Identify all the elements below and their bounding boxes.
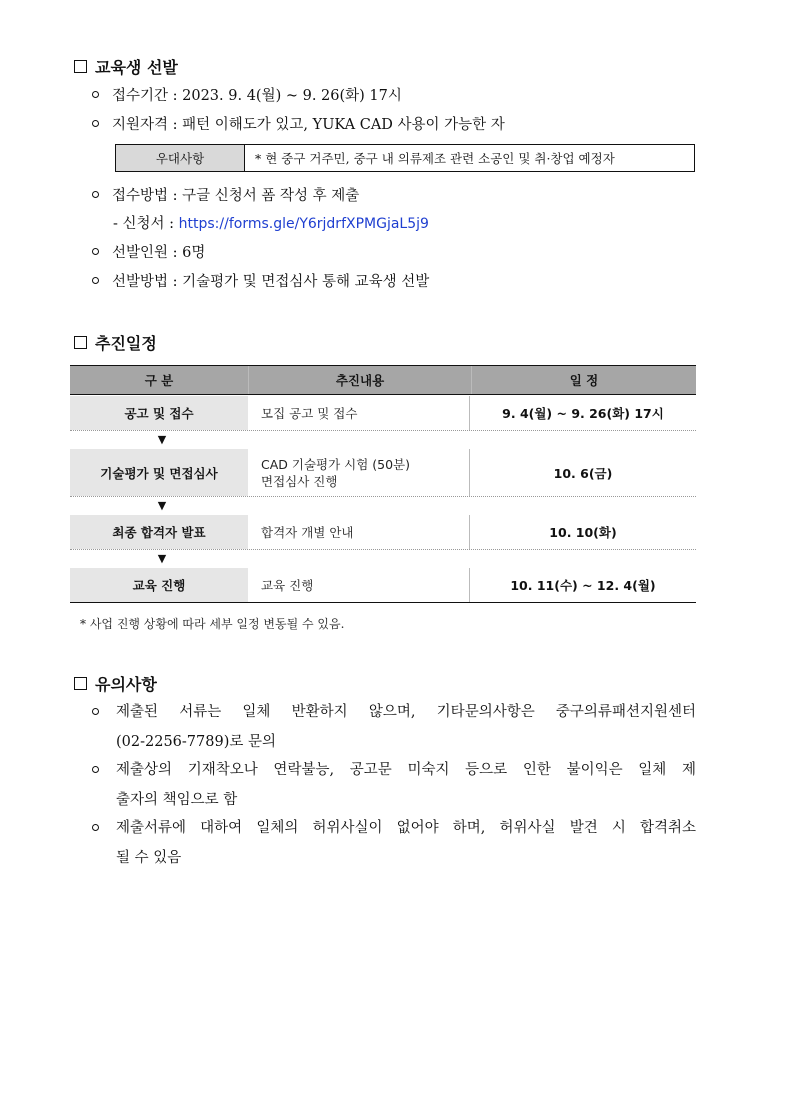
table-row: 공고 및 접수 모집 공고 및 접수 9. 4(월) ~ 9. 26(화) 17시 xyxy=(70,396,696,431)
down-arrow-icon: ▼ xyxy=(157,552,167,565)
notice-item: 제출서류에 대하여 일체의 허위사실이 없어야 하며, 허위사실 발견 시 합격취소 될 수 있음 xyxy=(92,813,696,873)
header-date: 일 정 xyxy=(569,373,599,388)
schedule-header xyxy=(70,365,696,395)
form-item: - 신청서 : https://forms.gle/Y6rjdrfXPMGjaL5j9 xyxy=(113,216,429,232)
table-row: 최종 합격자 발표 합격자 개별 안내 10. 10(화) xyxy=(70,515,696,550)
qualification-item: 지원자격 : 패턴 이해도가 있고, YUKA CAD 사용이 가능한 자 xyxy=(92,113,505,134)
count-item: 선발인원 : 6명 xyxy=(92,241,205,262)
section-title-selection: 교육생 선발 xyxy=(74,55,178,78)
schedule-note: * 사업 진행 상황에 따라 세부 일정 변동될 수 있음. xyxy=(80,617,345,631)
header-content: 추진내용 xyxy=(249,366,472,394)
circle-bullet-icon xyxy=(92,766,99,773)
checkbox-square-icon xyxy=(74,677,87,690)
notice-item: 제출상의 기재착오나 연락불능, 공고문 미숙지 등으로 인한 불이익은 일체 제 출자의 책임으로 함 xyxy=(92,755,696,815)
notice-item: 제출된 서류는 일체 반환하지 않으며, 기타문의사항은 중구의류패션지원센터 (02-2256-7789)로 문의 xyxy=(92,697,696,757)
down-arrow-icon: ▼ xyxy=(157,433,167,446)
preference-label: 우대사항 xyxy=(116,145,245,171)
circle-bullet-icon xyxy=(92,824,99,831)
method-item: 접수방법 : 구글 신청서 폼 작성 후 제출 xyxy=(92,184,359,205)
form-link[interactable]: https://forms.gle/Y6rjdrfXPMGjaL5j9 xyxy=(178,216,429,232)
checkbox-square-icon xyxy=(74,60,87,73)
circle-bullet-icon xyxy=(92,191,99,198)
down-arrow-icon: ▼ xyxy=(157,499,167,512)
checkbox-square-icon xyxy=(74,336,87,349)
section-title-notice: 유의사항 xyxy=(74,672,157,695)
circle-bullet-icon xyxy=(92,248,99,255)
process-item: 선발방법 : 기술평가 및 면접심사 통해 교육생 선발 xyxy=(92,270,429,291)
circle-bullet-icon xyxy=(92,708,99,715)
preference-text: * 현 중구 거주민, 중구 내 의류제조 관련 소공인 및 취·창업 예정자 xyxy=(255,151,615,166)
table-row: 기술평가 및 면접심사 CAD 기술평가 시험 (50분) 면접심사 진행 10. 6(금) xyxy=(70,449,696,497)
circle-bullet-icon xyxy=(92,120,99,127)
section-title-schedule: 추진일정 xyxy=(74,331,157,354)
header-stage: 구 분 xyxy=(70,366,249,394)
circle-bullet-icon xyxy=(92,91,99,98)
table-row: 교육 진행 교육 진행 10. 11(수) ~ 12. 4(월) xyxy=(70,568,696,603)
preference-box xyxy=(115,144,695,172)
circle-bullet-icon xyxy=(92,277,99,284)
period-item: 접수기간 : 2023. 9. 4(월) ~ 9. 26(화) 17시 xyxy=(92,84,402,105)
